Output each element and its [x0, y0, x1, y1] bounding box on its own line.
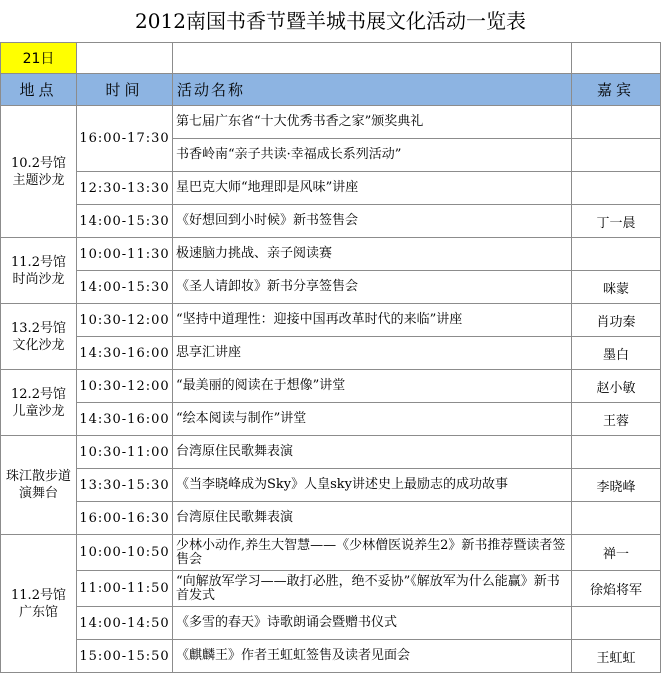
- time-cell: 14:30-16:00: [77, 337, 173, 370]
- guest-cell: [572, 502, 661, 535]
- time-cell: 10:30-11:00: [77, 436, 173, 469]
- activity-cell: 星巴克大师“地理即是风味”讲座: [173, 172, 572, 205]
- activity-cell: 《当李晓峰成为Sky》人皇sky讲述史上最励志的成功故事: [173, 469, 572, 502]
- guest-cell: [572, 106, 661, 139]
- table-row: [1, 469, 661, 502]
- guest-cell: [572, 607, 661, 640]
- time-cell: 10:30-12:00: [77, 304, 173, 337]
- venue-cell: 13.2号馆 文化沙龙: [1, 304, 77, 370]
- date-row: [1, 43, 661, 74]
- time-cell: 14:00-14:50: [77, 607, 173, 640]
- activity-cell: 思享汇讲座: [173, 337, 572, 370]
- time-cell: 13:30-15:30: [77, 469, 173, 502]
- activity-cell: “最美丽的阅读在于想像”讲堂: [173, 370, 572, 403]
- activity-cell: “向解放军学习——敢打必胜，绝不妥协”《解放军为什么能赢》新书首发式: [173, 571, 572, 607]
- activity-cell: 台湾原住民歌舞表演: [173, 502, 572, 535]
- table-row: [1, 271, 661, 304]
- table-row: [1, 370, 661, 403]
- page-title: 2012南国书香节暨羊城书展文化活动一览表: [135, 9, 526, 33]
- time-cell: 16:00-16:30: [77, 502, 173, 535]
- table-row: [1, 436, 661, 469]
- guest-cell: 禅一: [572, 535, 661, 571]
- guest-cell: 王蓉: [572, 403, 661, 436]
- guest-cell: 王虹虹: [572, 640, 661, 673]
- guest-cell: 徐焰将军: [572, 571, 661, 607]
- table-row: [1, 403, 661, 436]
- header-venue: 地点: [1, 74, 77, 106]
- table-row: [1, 106, 661, 139]
- schedule-table: [0, 42, 661, 673]
- time-cell: 11:00-11:50: [77, 571, 173, 607]
- guest-cell: [572, 172, 661, 205]
- activity-cell: 书香岭南“亲子共读·幸福成长系列活动”: [173, 139, 572, 172]
- time-cell: 14:00-15:30: [77, 271, 173, 304]
- activity-cell: 《好想回到小时候》新书签售会: [173, 205, 572, 238]
- time-cell: 15:00-15:50: [77, 640, 173, 673]
- time-cell: 10:00-10:50: [77, 535, 173, 571]
- header-row: [1, 74, 661, 106]
- guest-cell: 咪蒙: [572, 271, 661, 304]
- table-row: [1, 607, 661, 640]
- header-time: 时间: [77, 74, 173, 106]
- guest-cell: 李晓峰: [572, 469, 661, 502]
- guest-cell: [572, 139, 661, 172]
- venue-cell: 12.2号馆 儿童沙龙: [1, 370, 77, 436]
- venue-cell: 11.2号馆 时尚沙龙: [1, 238, 77, 304]
- table-row: [1, 172, 661, 205]
- header-activity: 活动名称: [173, 74, 572, 106]
- activity-cell: 第七届广东省“十大优秀书香之家”颁奖典礼: [173, 106, 572, 139]
- activity-cell: 《多雪的春天》诗歌朗诵会暨赠书仪式: [173, 607, 572, 640]
- time-cell: 14:30-16:00: [77, 403, 173, 436]
- activity-cell: 少林小动作,养生大智慧——《少林僧医说养生2》新书推荐暨读者签售会: [173, 535, 572, 571]
- header-guest: 嘉宾: [572, 74, 661, 106]
- table-row: [1, 571, 661, 607]
- date-cell: 21日: [1, 43, 77, 74]
- activity-cell: 极速脑力挑战、亲子阅读赛: [173, 238, 572, 271]
- venue-cell: 10.2号馆 主题沙龙: [1, 106, 77, 238]
- table-row: [1, 238, 661, 271]
- guest-cell: 墨白: [572, 337, 661, 370]
- activity-cell: 台湾原住民歌舞表演: [173, 436, 572, 469]
- table-row: [1, 535, 661, 571]
- table-row: [1, 304, 661, 337]
- guest-cell: 丁一晨: [572, 205, 661, 238]
- venue-cell: 珠江散步道 演舞台: [1, 436, 77, 535]
- time-cell: 10:00-11:30: [77, 238, 173, 271]
- activity-cell: 《麒麟王》作者王虹虹签售及读者见面会: [173, 640, 572, 673]
- time-cell: 16:00-17:30: [77, 106, 173, 172]
- table-row: [1, 640, 661, 673]
- table-row: [1, 205, 661, 238]
- guest-cell: 赵小敏: [572, 370, 661, 403]
- activity-cell: “绘本阅读与制作”讲堂: [173, 403, 572, 436]
- time-cell: 12:30-13:30: [77, 172, 173, 205]
- guest-cell: 肖功秦: [572, 304, 661, 337]
- time-cell: 14:00-15:30: [77, 205, 173, 238]
- guest-cell: [572, 436, 661, 469]
- guest-cell: [572, 238, 661, 271]
- time-cell: 10:30-12:00: [77, 370, 173, 403]
- table-row: [1, 502, 661, 535]
- venue-cell: 11.2号馆 广东馆: [1, 535, 77, 673]
- activity-cell: “坚持中道理性：迎接中国再改革时代的来临”讲座: [173, 304, 572, 337]
- table-row: [1, 337, 661, 370]
- activity-cell: 《圣人请卸妆》新书分享签售会: [173, 271, 572, 304]
